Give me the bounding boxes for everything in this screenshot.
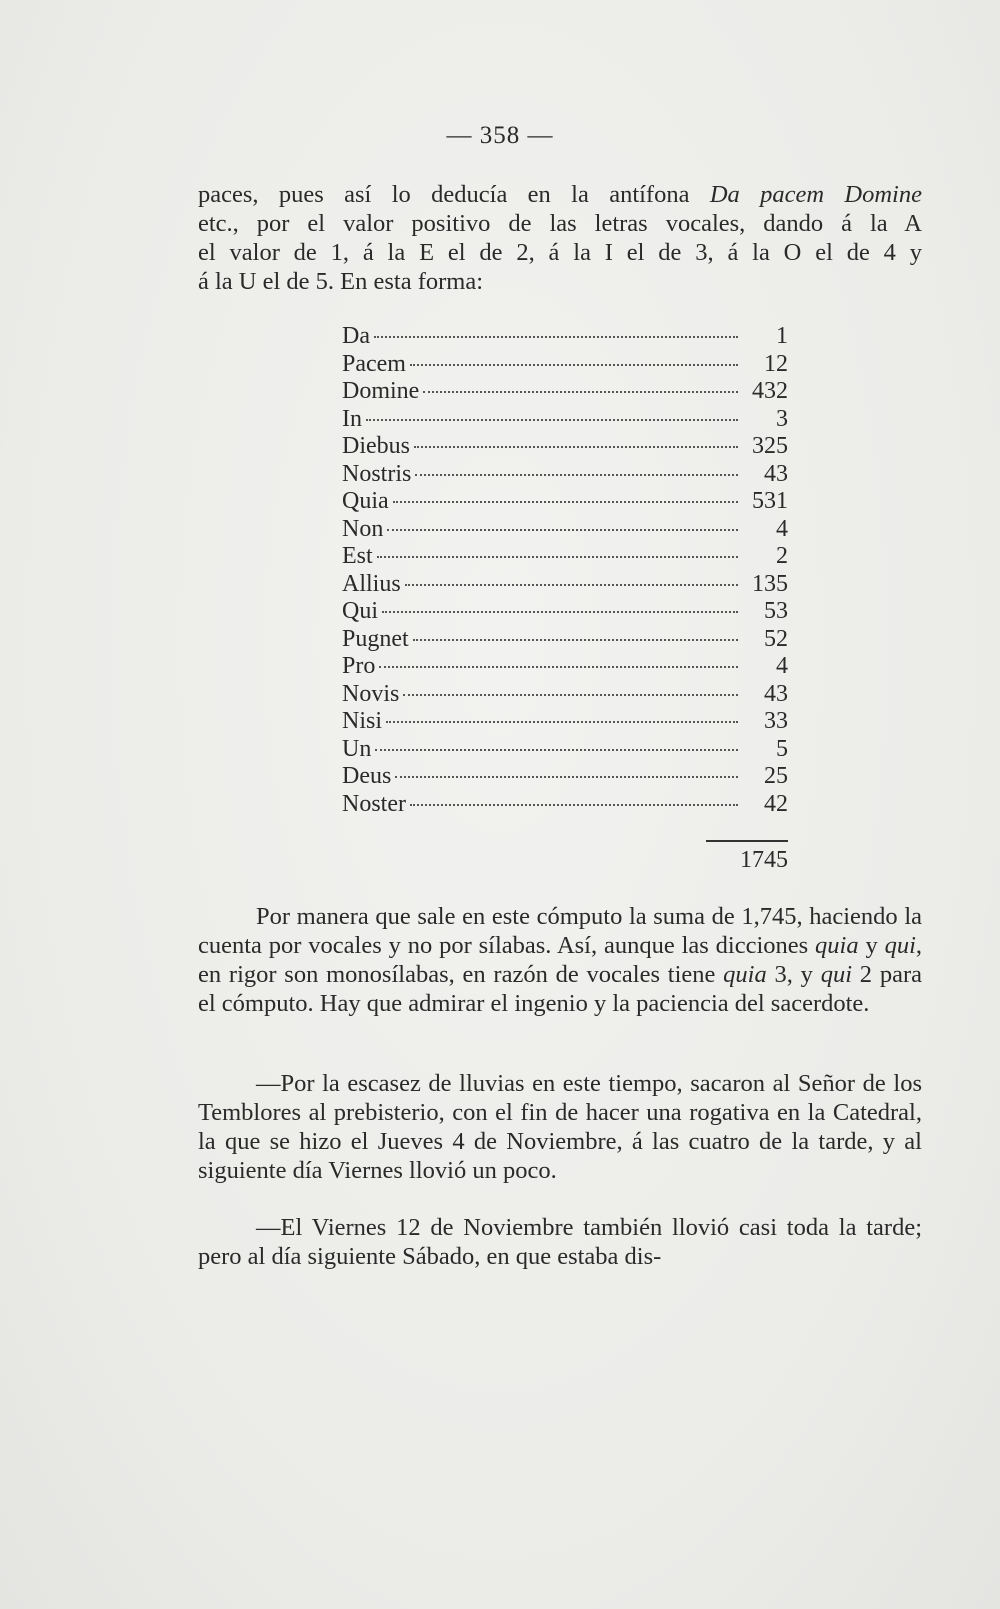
computation-row [342,763,788,791]
computation-value: 3 [776,405,788,432]
computation-value: 43 [764,680,788,707]
computation-word: Non [342,515,384,542]
computation-value: 25 [764,763,788,789]
dot-leader [413,639,738,641]
intro-line-4: á la U el de 5. En esta forma: [198,268,484,295]
sum-text-5: 2 para el cómputo. Hay que admirar el ingenio y la paciencia del sacerdote. [198,961,922,1017]
intro-line-1-text: paces, pues así lo deducía en la antífona [198,181,710,208]
computation-word: Diebus [342,433,410,459]
computation-value: 42 [764,790,788,817]
computation-value: 4 [776,653,788,679]
intro-line-2: etc., por el valor positivo de las letras vocales, dando á la A [198,210,922,237]
computation-value: 53 [764,598,788,624]
computation-word: Nisi [342,708,383,734]
intro-line-1 [198,180,922,209]
computation-row [342,378,788,406]
computation-value: 43 [764,460,788,487]
sum-text-1: Por manera que sale en este cómputo la suma de 1,745, haciendo la cuenta por vocales y no por sílabas. Así, aunque las dicciones [198,903,922,959]
computation-value: 325 [752,433,788,459]
computation-word: Pro [342,653,376,679]
sum-word-quia: quia [815,932,859,959]
computation-value: 2 [776,543,788,569]
computation-row [342,708,788,736]
computation-row [342,626,788,654]
computation-word: Deus [342,763,392,789]
computation-row [342,488,788,516]
computation-total: 1745 [740,847,788,873]
dot-leader [374,336,738,338]
dot-leader [410,804,738,806]
computation-word: Qui [342,598,378,624]
dot-leader [423,391,738,393]
computation-word: In [342,405,362,432]
dot-leader [405,584,738,586]
computation-row [342,351,788,379]
intro-line-3: el valor de 1, á la E el de 2, á la I el de 3, á la O el de 4 y [198,239,922,266]
computation-word: Novis [342,680,400,707]
computation-row [342,406,788,434]
sum-word-qui: qui [884,932,916,959]
sum-text-4: 3, y [766,961,821,988]
computation-value: 5 [776,735,788,762]
computation-row [342,433,788,461]
computation-row [342,543,788,571]
computation-word: Da [342,323,370,349]
dot-leader [414,446,738,448]
computation-row [342,653,788,681]
computation-row [342,736,788,764]
page-number: — 358 — [446,122,554,149]
computation-row [342,791,788,819]
computation-word: Allius [342,570,401,597]
dot-leader [377,556,738,558]
dot-leader [366,419,738,421]
dot-leader [387,529,738,531]
computation-row [342,516,788,544]
computation-row [342,681,788,709]
dot-leader [395,776,738,778]
computation-value: 1 [776,323,788,349]
paragraph-rogativa: —Por la escasez de lluvias en este tiempo, sacaron al Señor de los Temblores al prebisterio, con el fin de hacer una rogativa en la Catedral, la que se hizo el Jueves 4 de Noviembre, á las cuatro de la tarde, y al siguiente día Viernes llovió un poco. [198,1070,922,1184]
paragraph-sum [198,902,922,1018]
computation-row [342,323,788,351]
dot-leader [379,666,738,668]
dot-leader [410,364,738,366]
computation-table [342,323,788,873]
sum-text-3: , en rigor son monosílabas, en razón de vocales tiene [198,932,923,988]
computation-word: Un [342,735,372,762]
dot-leader [375,749,738,751]
computation-value: 432 [752,378,788,404]
computation-rows [342,323,788,818]
computation-value: 531 [752,488,788,514]
intro-line-1-latin: Da pacem Domine [709,181,922,208]
dot-leader [403,694,738,696]
total-rule [706,840,788,842]
dot-leader [386,721,738,723]
sum-word-quia-2: quia [723,961,767,988]
computation-value: 4 [776,515,788,542]
computation-value: 135 [752,570,788,597]
computation-word: Est [342,543,373,569]
computation-word: Pugnet [342,625,409,652]
computation-word: Quia [342,488,389,514]
sum-word-qui-2: qui [820,961,853,988]
dot-leader [415,474,738,476]
computation-value: 52 [764,625,788,652]
computation-word: Domine [342,378,420,404]
dot-leader [393,501,738,503]
dot-leader [382,611,738,613]
computation-row [342,598,788,626]
computation-value: 12 [764,350,788,377]
intro-paragraph [198,180,922,296]
computation-word: Pacem [342,350,406,377]
sum-text-2: y [858,932,885,959]
computation-row [342,461,788,489]
computation-value: 33 [764,708,788,734]
computation-word: Nostris [342,460,412,487]
paragraph-lluvia: —El Viernes 12 de Noviembre también llovió casi toda la tarde; pero al día siguiente Sábado, en que estaba dis- [198,1214,922,1270]
computation-row [342,571,788,599]
computation-word: Noster [342,790,406,817]
